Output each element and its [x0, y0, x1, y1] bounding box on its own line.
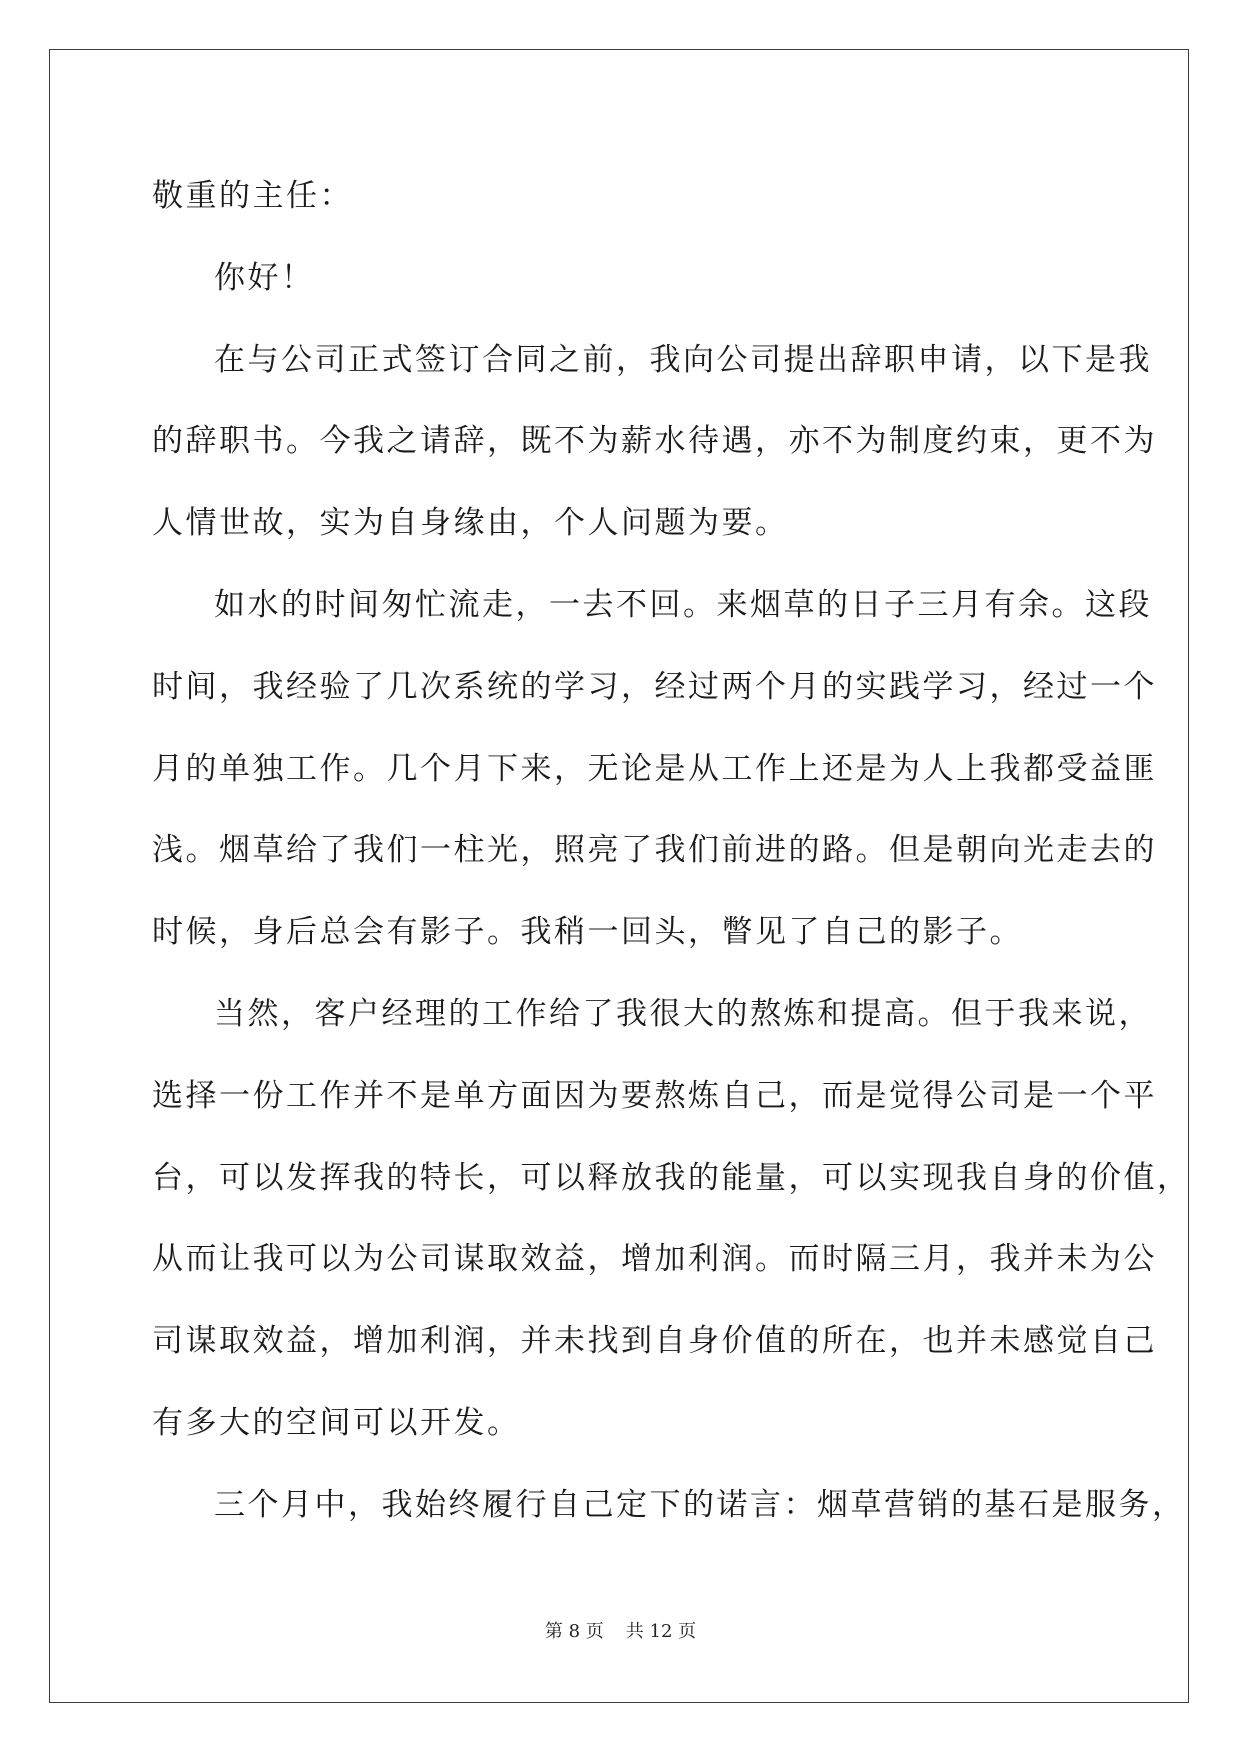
page-number: 第 8 页 [544, 1621, 604, 1642]
document-body [152, 156, 1191, 1547]
paragraph-line: 在与公司正式签订合同之前，我向公司提出辞职申请，以下是我 [214, 341, 1152, 378]
paragraph-line: 选择一份工作并不是单方面因为要熬炼自己，而是觉得公司是一个平 [152, 1077, 1157, 1114]
paragraph-line: 人情世故，实为自身缘由，个人问题为要。 [152, 505, 789, 542]
page-total: 共 12 页 [625, 1621, 697, 1642]
paragraph-line: 月的单独工作。几个月下来，无论是从工作上还是为人上我都受益匪 [152, 750, 1157, 787]
paragraph-line: 当然，客户经理的工作给了我很大的熬炼和提高。但于我来说， [214, 995, 1152, 1032]
paragraph-line: 时候，身后总会有影子。我稍一回头，瞥见了自己的影子。 [152, 914, 1023, 951]
paragraph-line: 从而让我可以为公司谋取效益，增加利润。而时隔三月，我并未为公 [152, 1241, 1157, 1278]
paragraph-line: 如水的时间匆忙流走，一去不回。来烟草的日子三月有余。这段 [214, 586, 1152, 623]
paragraph-line: 有多大的空间可以开发。 [152, 1404, 521, 1441]
greeting-line: 你好！ [214, 259, 315, 296]
paragraph-line: 司谋取效益，增加利润，并未找到自身价值的所在，也并未感觉自己 [152, 1323, 1157, 1360]
page-footer [0, 1617, 1241, 1643]
paragraph-line: 三个月中，我始终履行自己定下的诺言：烟草营销的基石是服务， [214, 1486, 1186, 1523]
paragraph-line: 的辞职书。今我之请辞，既不为薪水待遇，亦不为制度约束，更不为 [152, 423, 1157, 460]
paragraph-line: 台，可以发挥我的特长，可以释放我的能量，可以实现我自身的价值， [152, 1159, 1191, 1196]
paragraph-line: 时间，我经验了几次系统的学习，经过两个月的实践学习，经过一个 [152, 668, 1157, 705]
salutation-line: 敬重的主任： [152, 178, 353, 214]
paragraph-line: 浅。烟草给了我们一柱光，照亮了我们前进的路。但是朝向光走去的 [152, 832, 1157, 869]
